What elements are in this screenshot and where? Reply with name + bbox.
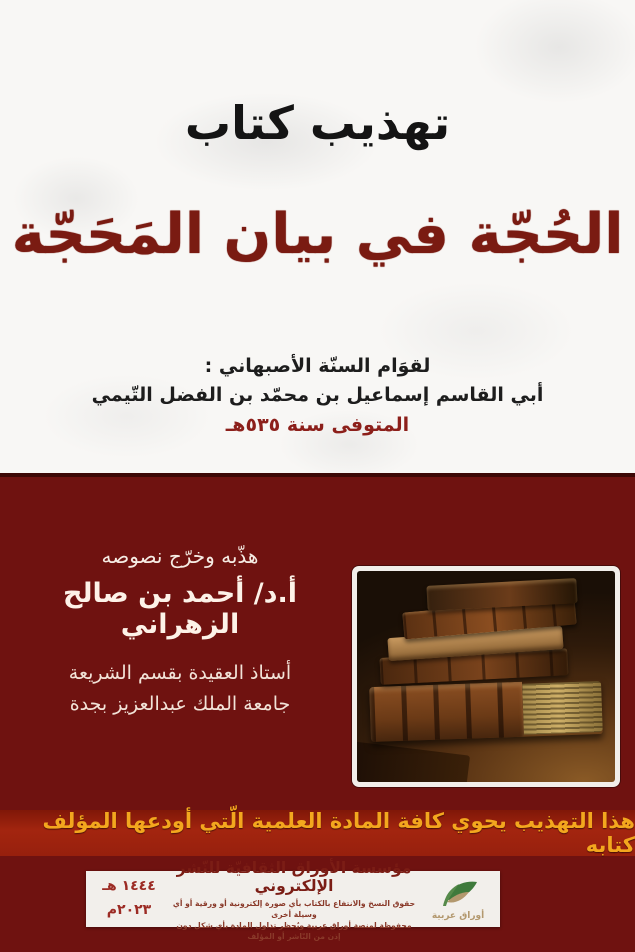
- year-gregorian: ٢٠٢٣م: [106, 902, 152, 918]
- old-books-photo-scene: [357, 571, 615, 782]
- tagline-banner: [0, 810, 635, 856]
- book-stack-bottom-book: [369, 679, 603, 742]
- tagline-text: هذا التهذيب يحوي كافة المادة العلمية الّتي أودعها المؤلف كتابه: [42, 809, 635, 857]
- attribution-line-3: المتوفى سنة ٥٣٥هـ: [225, 413, 410, 436]
- rights-line-2: محفوظة لمنصة أوراق عربية ويُحظر تداول المادة بأي شكل دون إذن من النّاشر أو المؤلف: [176, 921, 412, 941]
- book-pages-edge: [522, 681, 603, 734]
- year-hijri: ١٤٤٤ هـ: [102, 878, 156, 895]
- cover-top-section: [0, 0, 635, 473]
- leaf-logo-icon: [435, 878, 481, 910]
- book-spine: [369, 682, 524, 742]
- editor-name: أ.د/ أحمد بن صالح الزهراني: [62, 578, 298, 640]
- editor-intro: هذّبه وخرّج نصوصه: [101, 544, 259, 568]
- attribution-line-2: أبي القاسم إسماعيل بن محمّد بن الفضل التّيمي: [91, 384, 544, 407]
- kicker-title: تهذيب كتاب: [184, 96, 451, 150]
- cover-bottom-section: [0, 473, 635, 952]
- book-stack-partial-book: [357, 741, 470, 782]
- rights-line-1: حقوق النسخ والانتفاع بالكتاب بأي صورة إلكترونية أو ورقية أو أي وسيلة أخرى: [172, 899, 416, 919]
- publisher-logo-text: أوراق عربية: [431, 910, 485, 921]
- attribution-line-1: لقوَام السنّة الأصبهاني :: [204, 355, 431, 377]
- editor-block: [15, 544, 345, 724]
- editor-role-1: أستاذ العقيدة بقسم الشريعة: [68, 662, 292, 684]
- publisher-bar: [86, 859, 500, 941]
- author-attribution: [0, 352, 635, 440]
- editor-role-2: جامعة الملك عبدالعزيز بجدة: [69, 693, 291, 715]
- publisher-name: مؤسسة الأوراق الثقافيّة للنّشر الإلكتروني: [176, 859, 412, 895]
- old-books-photo: [352, 566, 620, 787]
- publisher-logo: [416, 871, 500, 927]
- publisher-info: [172, 856, 416, 942]
- publication-dates: [86, 875, 172, 923]
- book-title: الحُجّة في بيان المَحَجّة: [11, 202, 624, 267]
